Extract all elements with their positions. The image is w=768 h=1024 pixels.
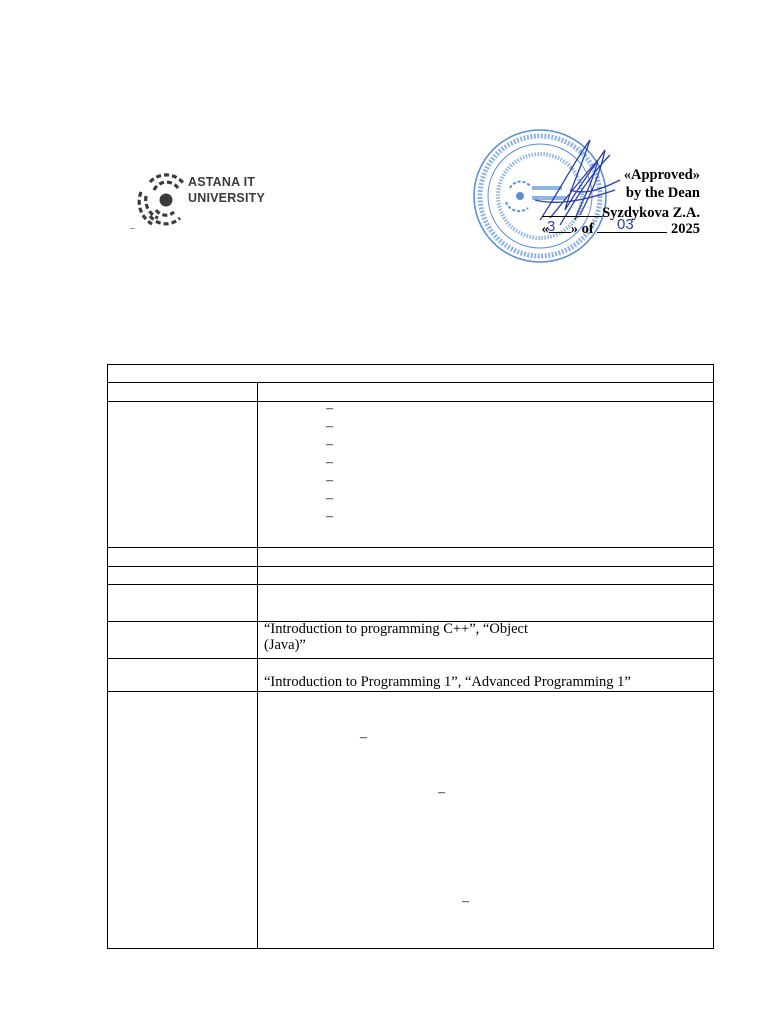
handwritten-day: 3 xyxy=(547,218,556,235)
prerequisite-text-1-cont: (Java)” xyxy=(264,637,306,653)
approval-name: Syzdykova Z.A. xyxy=(602,205,700,221)
list-dash: – xyxy=(326,455,333,470)
table-row xyxy=(108,383,714,402)
table-row xyxy=(108,567,714,585)
table-cell xyxy=(258,383,714,402)
approval-title: «Approved» xyxy=(623,167,700,183)
small-mark xyxy=(130,228,135,229)
list-dash: – xyxy=(326,437,333,452)
logo-text xyxy=(188,174,265,206)
prerequisite-text-2: “Introduction to Programming 1”, “Advanced Programming 1” xyxy=(264,674,631,690)
table-cell xyxy=(258,585,714,622)
list-dash: – xyxy=(326,473,333,488)
table-cell xyxy=(258,548,714,567)
table-cell xyxy=(108,402,258,548)
table-cell xyxy=(258,692,714,949)
logo-line-2: UNIVERSITY xyxy=(188,191,266,205)
table-cell xyxy=(108,585,258,622)
table-header-row xyxy=(108,365,714,383)
signature-line xyxy=(542,202,602,217)
table-cell xyxy=(258,567,714,585)
table-cell xyxy=(108,659,258,692)
list-dash: – xyxy=(326,509,333,524)
list-dash: – xyxy=(326,401,333,416)
table-cell xyxy=(108,567,258,585)
table-row xyxy=(108,402,714,548)
approval-year: 2025 xyxy=(671,221,700,237)
list-dash: – xyxy=(326,491,333,506)
approval-by: by the Dean xyxy=(625,185,700,201)
list-dash: – xyxy=(462,894,469,909)
prerequisite-text-1: “Introduction to programming C++”, “Object xyxy=(264,621,528,637)
table-row xyxy=(108,585,714,622)
table-cell xyxy=(108,692,258,949)
date-close-quote: » of xyxy=(570,221,594,237)
date-open-quote: « xyxy=(541,221,549,237)
university-logo xyxy=(136,166,266,232)
table-cell xyxy=(108,622,258,659)
list-dash: – xyxy=(438,785,445,800)
table-row xyxy=(108,548,714,567)
table-cell xyxy=(108,548,258,567)
syllabus-table xyxy=(107,364,714,949)
list-dash: – xyxy=(326,419,333,434)
table-cell xyxy=(108,383,258,402)
logo-line-1: ASTANA IT xyxy=(188,175,256,189)
logo-mark-icon xyxy=(136,166,186,232)
table-row xyxy=(108,692,714,949)
handwritten-month: 03 xyxy=(617,216,634,233)
table-header-cell xyxy=(108,365,714,383)
list-dash: – xyxy=(360,730,367,745)
